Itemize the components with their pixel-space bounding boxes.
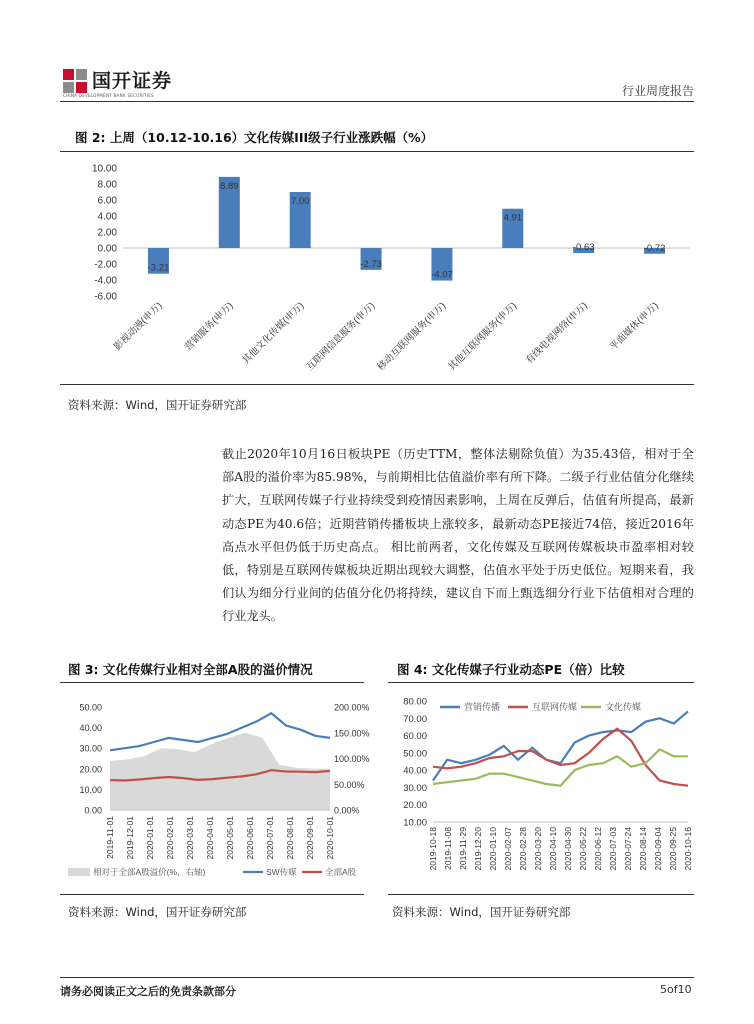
logo-mark-icon	[63, 69, 87, 93]
figure3-title-text: 文化传媒行业相对全部A股的溢价情况	[102, 662, 313, 677]
x-category-label: 有线电视网络(申万)	[523, 300, 590, 367]
x-tick-label: 2020-09-04	[653, 827, 663, 871]
bar-value-label: 7.00	[290, 196, 310, 207]
y-left-tick-label: 20.00	[79, 764, 102, 775]
y-tick-label: 8.00	[97, 179, 117, 191]
x-tick-label: 2020-04-30	[563, 827, 573, 871]
internet-media-line	[433, 729, 688, 786]
x-tick-label: 2020-08-14	[638, 827, 648, 871]
legend-premium-label: 相对于全部A股溢价(%，右轴)	[93, 867, 206, 877]
x-category-label: 营销服务(申万)	[182, 300, 236, 353]
legend-area-swatch	[68, 868, 90, 876]
x-tick-label: 2020-09-01	[305, 816, 315, 860]
legend-label: 互联网传媒	[532, 702, 578, 712]
bar-value-label: -0.72	[643, 242, 666, 254]
x-category-label: 移动互联网服务(申万)	[375, 300, 449, 374]
x-tick-label: 2020-08-01	[285, 816, 295, 860]
y-right-tick-label: 200.00%	[334, 702, 370, 713]
x-tick-label: 2020-07-01	[265, 816, 275, 860]
y-right-tick-label: 50.00%	[334, 779, 365, 790]
y-tick-label: 2.00	[97, 227, 117, 239]
culture-media-line	[433, 749, 688, 785]
figure3-label: 图 3:	[68, 662, 99, 677]
x-tick-label: 2020-01-01	[145, 816, 155, 860]
y-tick-label: -6.00	[94, 291, 117, 303]
x-tick-label: 2020-01-10	[488, 827, 498, 871]
figure4-pe-chart	[388, 685, 694, 895]
y-left-tick-label: 10.00	[79, 784, 102, 795]
disclaimer-note: 请务必阅读正文之后的免责条款部分	[60, 985, 236, 998]
x-tick-label: 2020-02-07	[503, 827, 513, 871]
x-tick-label: 2019-10-18	[428, 827, 438, 871]
figure2-label: 图 2:	[75, 130, 106, 145]
x-tick-label: 2020-02-01	[165, 816, 175, 860]
y-left-tick-label: 0.00	[84, 805, 102, 816]
y-tick-label: 6.00	[97, 195, 117, 207]
y-tick-label: -2.00	[94, 259, 117, 271]
x-tick-label: 2020-10-16	[683, 827, 693, 871]
x-tick-label: 2020-04-10	[548, 827, 558, 871]
bar-value-label: -3.21	[147, 262, 170, 274]
legend-label: 营销传播	[464, 702, 501, 712]
x-tick-label: 2020-06-01	[245, 816, 255, 860]
x-tick-label: 2020-06-12	[593, 827, 603, 871]
header-divider	[60, 101, 694, 102]
legend-label: 文化传媒	[605, 702, 642, 712]
x-category-label: 其他互联网服务(申万)	[446, 300, 519, 374]
figure3-source: 资料来源：Wind，国开证券研究部	[68, 905, 247, 919]
x-tick-label: 2020-03-20	[533, 827, 543, 871]
x-tick-label: 2020-05-22	[578, 827, 588, 871]
bar-value-label: -2.73	[360, 258, 382, 270]
y-tick-label: 60.00	[403, 731, 427, 743]
figure2-bar-chart	[60, 155, 694, 385]
page-number: 5of10	[660, 983, 692, 996]
x-tick-label: 2019-11-01	[105, 816, 115, 859]
y-tick-label: 0.00	[97, 243, 117, 255]
bar-value-label: -0.63	[572, 242, 595, 254]
logo-subtitle: CHINA DEVELOPMENT BANK SECURITIES	[63, 93, 154, 98]
y-tick-label: 80.00	[403, 696, 427, 708]
bar-value-label: 8.89	[220, 180, 239, 192]
y-tick-label: 30.00	[403, 782, 427, 794]
y-tick-label: 40.00	[403, 765, 427, 777]
y-tick-label: 4.00	[97, 211, 117, 223]
x-tick-label: 2019-12-01	[125, 816, 135, 860]
y-left-tick-label: 30.00	[79, 743, 102, 754]
y-tick-label: 20.00	[403, 800, 427, 812]
figure4-label: 图 4:	[397, 662, 428, 677]
x-tick-label: 2020-03-01	[185, 816, 195, 860]
x-tick-label: 2020-07-24	[623, 827, 633, 871]
y-right-tick-label: 100.00%	[334, 754, 370, 764]
y-left-tick-label: 40.00	[79, 723, 102, 734]
x-tick-label: 2020-02-28	[518, 827, 528, 871]
figure4-title-text: 文化传媒子行业动态PE（倍）比较	[431, 662, 625, 677]
figure3-top-rule	[60, 682, 364, 683]
y-right-tick-label: 150.00%	[334, 728, 370, 739]
figure2-source: 资料来源：Wind，国开证券研究部	[68, 398, 247, 412]
figure2-title-text: 上周（10.12-10.16）文化传媒III级子行业涨跌幅（%）	[109, 130, 434, 145]
x-tick-label: 2020-07-03	[608, 827, 618, 871]
y-right-tick-label: 0.00%	[334, 805, 360, 816]
legend-all-a-label: 全部A股	[325, 867, 357, 877]
legend-sw-label: SW传媒	[266, 867, 297, 877]
figure2-bottom-rule	[60, 384, 694, 385]
x-tick-label: 2019-11-08	[443, 827, 453, 870]
figure4-source: 资料来源：Wind，国开证券研究部	[392, 905, 571, 919]
bar-value-label: -4.07	[431, 269, 453, 281]
figure4-top-rule	[388, 682, 694, 683]
logo-text: 国开证券	[92, 70, 173, 92]
bar-value-label: 4.91	[503, 212, 523, 224]
x-tick-label: 2020-04-01	[205, 816, 215, 860]
figure3-bottom-rule	[60, 894, 364, 895]
report-type: 行业周度报告	[621, 84, 694, 98]
body-paragraph: 截止2020年10月16日板块PE（历史TTM，整体法剔除负值）为35.43倍，相对于全部A股的溢价率为85.98%，与前期相比估值溢价率有所下降。二级子行业估值分化继续扩大，互联网传媒子行业持续受到疫情因素影响，上周在反弹后，估值有所提高，最新动态PE为40.6倍；近期营销传播板块上涨较多，最新动态PE接近74倍，接近2016年高点水平但仍低于历史高点。 相比前两者，文化传媒及互联网传媒板块市盈率相对较低，特别是互联网传媒板块近期出现较大调整，估值水平处于历史低位。短期来看，我们认为细分行业间的估值分化仍将持续，建议自下而上甄选细分行业下估值相对合理的行业龙头。	[222, 447, 694, 624]
x-tick-label: 2020-10-01	[325, 816, 335, 860]
figure2-title	[75, 128, 433, 146]
y-tick-label: 10.00	[403, 817, 427, 829]
x-category-label: 互联网信息服务(申万)	[304, 300, 378, 374]
figure3-title	[68, 660, 313, 678]
y-tick-label: 70.00	[403, 713, 427, 725]
footer-divider	[60, 977, 694, 978]
x-tick-label: 2020-09-25	[668, 827, 678, 871]
figure4-title	[397, 660, 625, 678]
figure4-bottom-rule	[388, 894, 694, 895]
x-tick-label: 2019-11-29	[458, 827, 468, 870]
y-left-tick-label: 50.00	[79, 702, 102, 713]
y-tick-label: -4.00	[94, 275, 117, 287]
y-tick-label: 10.00	[91, 163, 117, 175]
x-category-label: 其他文化传媒(申万)	[240, 300, 307, 367]
x-category-label: 影视动漫(申万)	[112, 300, 165, 353]
figure3-premium-chart	[60, 685, 370, 885]
x-tick-label: 2019-12-20	[473, 827, 483, 871]
x-category-label: 平面媒体(申万)	[608, 300, 661, 353]
y-tick-label: 50.00	[403, 748, 427, 760]
figure2-top-rule	[60, 151, 694, 152]
x-tick-label: 2020-05-01	[225, 816, 235, 860]
